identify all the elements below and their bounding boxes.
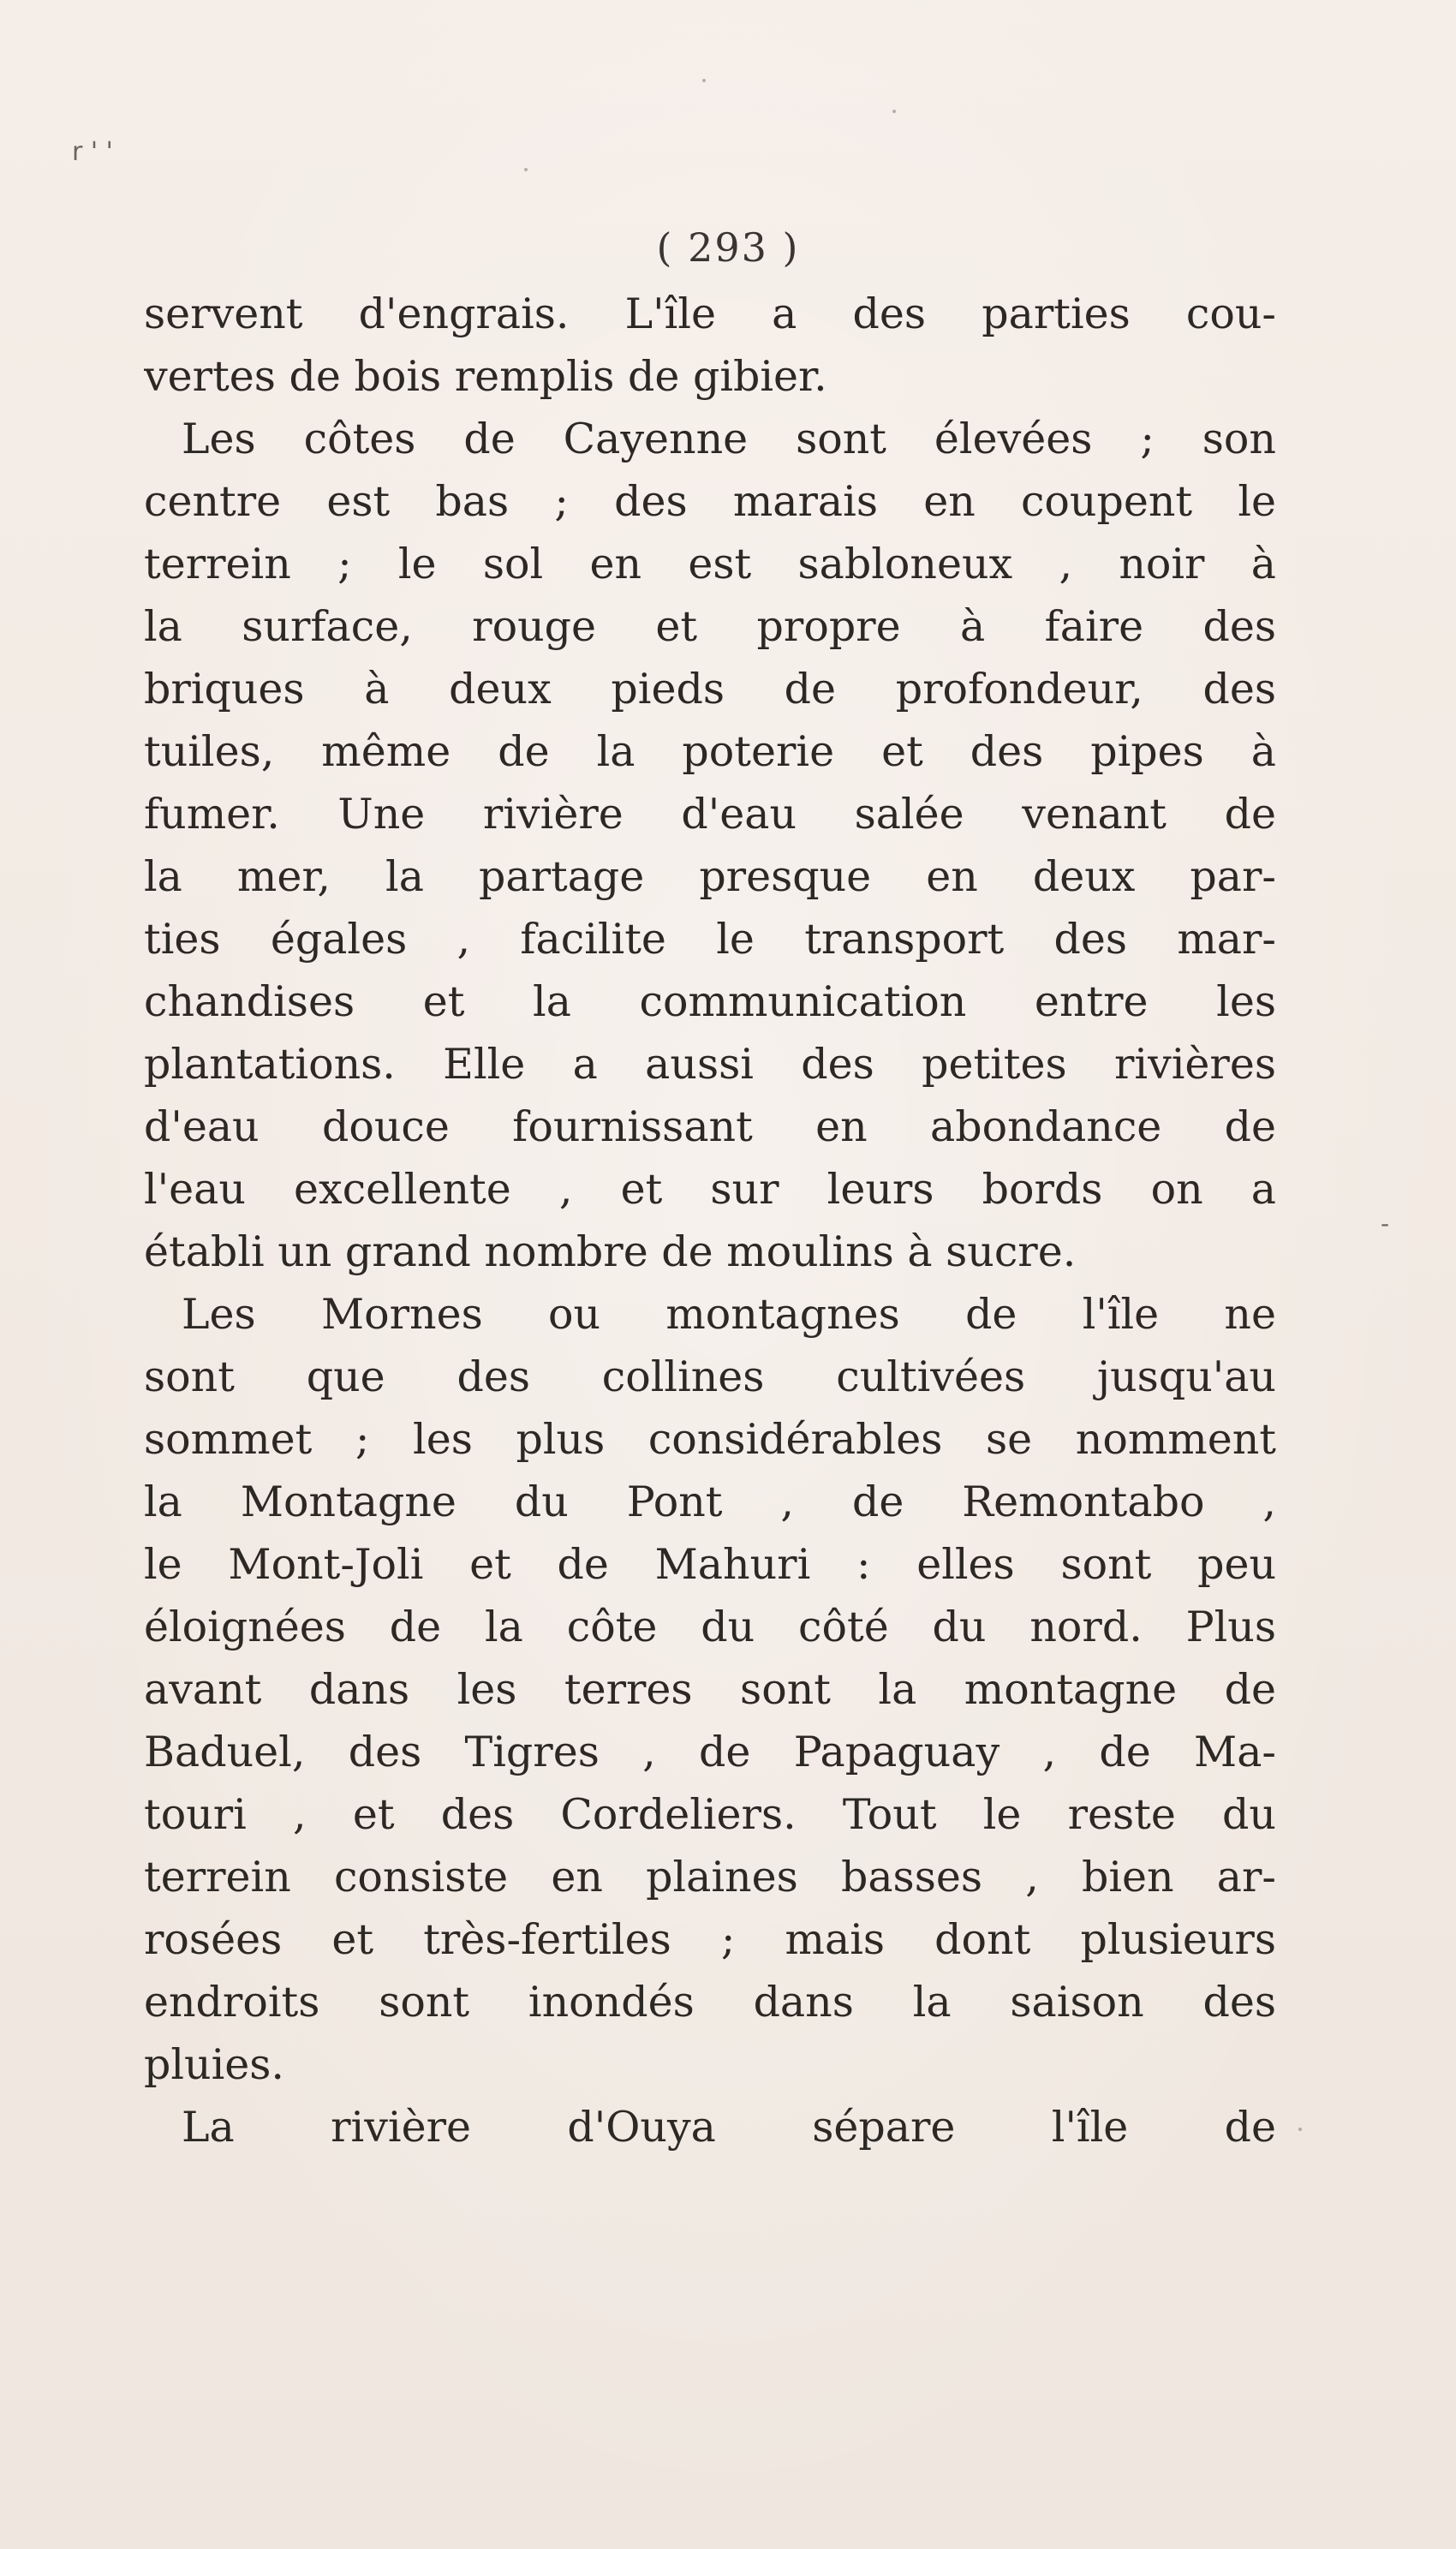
text-line: chandises et la communication entre les xyxy=(144,977,1276,1026)
page-number: ( 293 ) xyxy=(656,224,800,271)
margin-mark-top-left: r ' ' xyxy=(72,137,113,167)
text-line: le Mont-Joli et de Mahuri : elles sont peu xyxy=(144,1540,1276,1589)
paper-speck xyxy=(702,79,706,82)
text-line: centre est bas ; des marais en coupent le xyxy=(144,477,1276,526)
text-line: tuiles, même de la poterie et des pipes à xyxy=(144,727,1276,776)
text-line: d'eau douce fournissant en abondance de xyxy=(144,1102,1276,1151)
text-line: sont que des collines cultivées jusqu'au xyxy=(144,1352,1276,1401)
text-line: terrein ; le sol en est sabloneux , noir à xyxy=(144,540,1276,588)
text-line: l'eau excellente , et sur leurs bords on a xyxy=(144,1165,1276,1214)
text-line: Baduel, des Tigres , de Papaguay , de Ma- xyxy=(144,1728,1276,1776)
text-line: Les côtes de Cayenne sont élevées ; son xyxy=(182,415,1276,463)
text-line: avant dans les terres sont la montagne de xyxy=(144,1665,1276,1714)
body-text xyxy=(144,283,1276,2158)
text-line: la Montagne du Pont , de Remontabo , xyxy=(144,1477,1276,1526)
text-line: rosées et très-fertiles ; mais dont plusieurs xyxy=(144,1915,1276,1964)
text-line: terrein consiste en plaines basses , bien ar- xyxy=(144,1853,1276,1901)
text-line: servent d'engrais. L'île a des parties cou- xyxy=(144,290,1276,338)
text-line: plantations. Elle a aussi des petites rivières xyxy=(144,1040,1276,1089)
text-line: éloignées de la côte du côté du nord. Plus xyxy=(144,1603,1276,1651)
text-line: vertes de bois remplis de gibier. xyxy=(144,352,827,401)
text-line: pluies. xyxy=(144,2040,284,2089)
paper-speck xyxy=(1298,2128,1302,2131)
text-line: établi un grand nombre de moulins à sucre. xyxy=(144,1227,1077,1276)
text-line: la surface, rouge et propre à faire des xyxy=(144,602,1276,651)
text-line: Les Mornes ou montagnes de l'île ne xyxy=(182,1290,1276,1339)
text-line: La rivière d'Ouya sépare l'île de xyxy=(182,2103,1276,2152)
text-line: sommet ; les plus considérables se nomment xyxy=(144,1415,1276,1464)
text-line: ties égales , facilite le transport des mar- xyxy=(144,915,1276,964)
text-line: la mer, la partage presque en deux par- xyxy=(144,852,1276,901)
paper-speck xyxy=(524,168,528,171)
text-line: touri , et des Cordeliers. Tout le reste du xyxy=(144,1790,1276,1839)
text-line: briques à deux pieds de profondeur, des xyxy=(144,665,1276,713)
paper-speck xyxy=(892,110,896,113)
text-line: endroits sont inondés dans la saison des xyxy=(144,1978,1276,2027)
text-line: fumer. Une rivière d'eau salée venant de xyxy=(144,790,1276,839)
margin-mark-right: - xyxy=(1381,1209,1390,1238)
